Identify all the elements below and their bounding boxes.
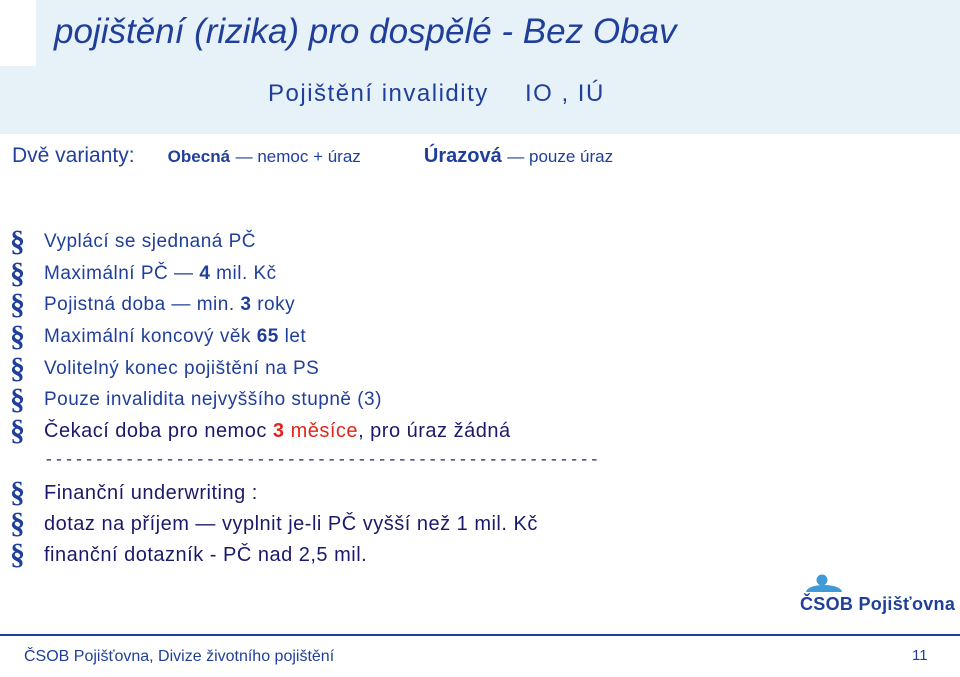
list-item-text (44, 326, 306, 348)
list-item-text: Pouze invalidita nejvyššího stupně (3) (44, 389, 382, 410)
subtitle-codes: IO , IÚ (524, 80, 605, 107)
list-item-pre: Pojistná doba — min. (44, 294, 241, 315)
list-item-text: Volitelný konec pojištění na PS (44, 358, 320, 379)
list-item-unit: měsíce (284, 420, 359, 442)
list-item-post: let (278, 326, 307, 347)
list-item-value: 3 (240, 294, 252, 315)
list-item-post: , pro úraz žádná (358, 420, 511, 442)
section-bullet-icon: § (10, 476, 26, 509)
page-subtitle (268, 80, 605, 108)
list-item-pre: Čekací doba pro nemoc (44, 420, 273, 442)
section-bullet-icon: § (10, 225, 26, 258)
variant-general-name: Obecná (167, 147, 231, 166)
subtitle-text: Pojištění invalidity (268, 80, 489, 107)
section-bullet-icon: § (10, 320, 26, 353)
list-item-value: 4 (199, 263, 211, 284)
variant-accident-desc: — pouze úraz (507, 147, 614, 166)
variants-label: Dvě varianty: (12, 144, 135, 167)
list-item-text: finanční dotazník - PČ nad 2,5 mil. (44, 544, 368, 566)
list-item-text (44, 294, 295, 316)
footer-bar (0, 634, 960, 677)
separator-line: ------------------------------------------------------- (44, 451, 600, 469)
list-item-value: 65 (256, 326, 279, 347)
section-bullet-icon: § (10, 414, 26, 447)
list-item-pre: Maximální PČ — (44, 263, 200, 284)
list-item-text: dotaz na příjem — vyplnit je-li PČ vyšší než 1 mil. Kč (44, 513, 538, 535)
variants-line (12, 144, 613, 168)
list-item-text (44, 263, 277, 285)
section-bullet-icon: § (10, 352, 26, 385)
list-item-post: mil. Kč (210, 263, 277, 284)
page-number: 11 (912, 647, 928, 664)
variant-accident-name: Úrazová (423, 145, 502, 167)
list-item-pre: Maximální koncový věk (44, 326, 257, 347)
section-bullet-icon: § (10, 288, 26, 321)
list-item-post: roky (251, 294, 296, 315)
page-title: pojištění (rizika) pro dospělé - Bez Obav (54, 12, 677, 51)
list-item-text: Vyplácí se sjednaná PČ (44, 231, 257, 252)
section-bullet-icon: § (10, 507, 26, 540)
list-item-value: 3 (272, 420, 285, 442)
footer-text: ČSOB Pojišťovna, Divize životního pojištění (24, 648, 335, 665)
variant-general-desc: — nemoc + úraz (235, 147, 361, 166)
header-band (0, 0, 960, 134)
header-accent (0, 0, 36, 66)
csob-logo (800, 572, 956, 616)
section-bullet-icon: § (10, 383, 26, 416)
logo-text: ČSOB Pojišťovna (800, 594, 956, 614)
list-item-text: Finanční underwriting : (44, 482, 258, 504)
list-item-text (44, 420, 511, 443)
section-bullet-icon: § (10, 257, 26, 290)
section-bullet-icon: § (10, 538, 26, 571)
